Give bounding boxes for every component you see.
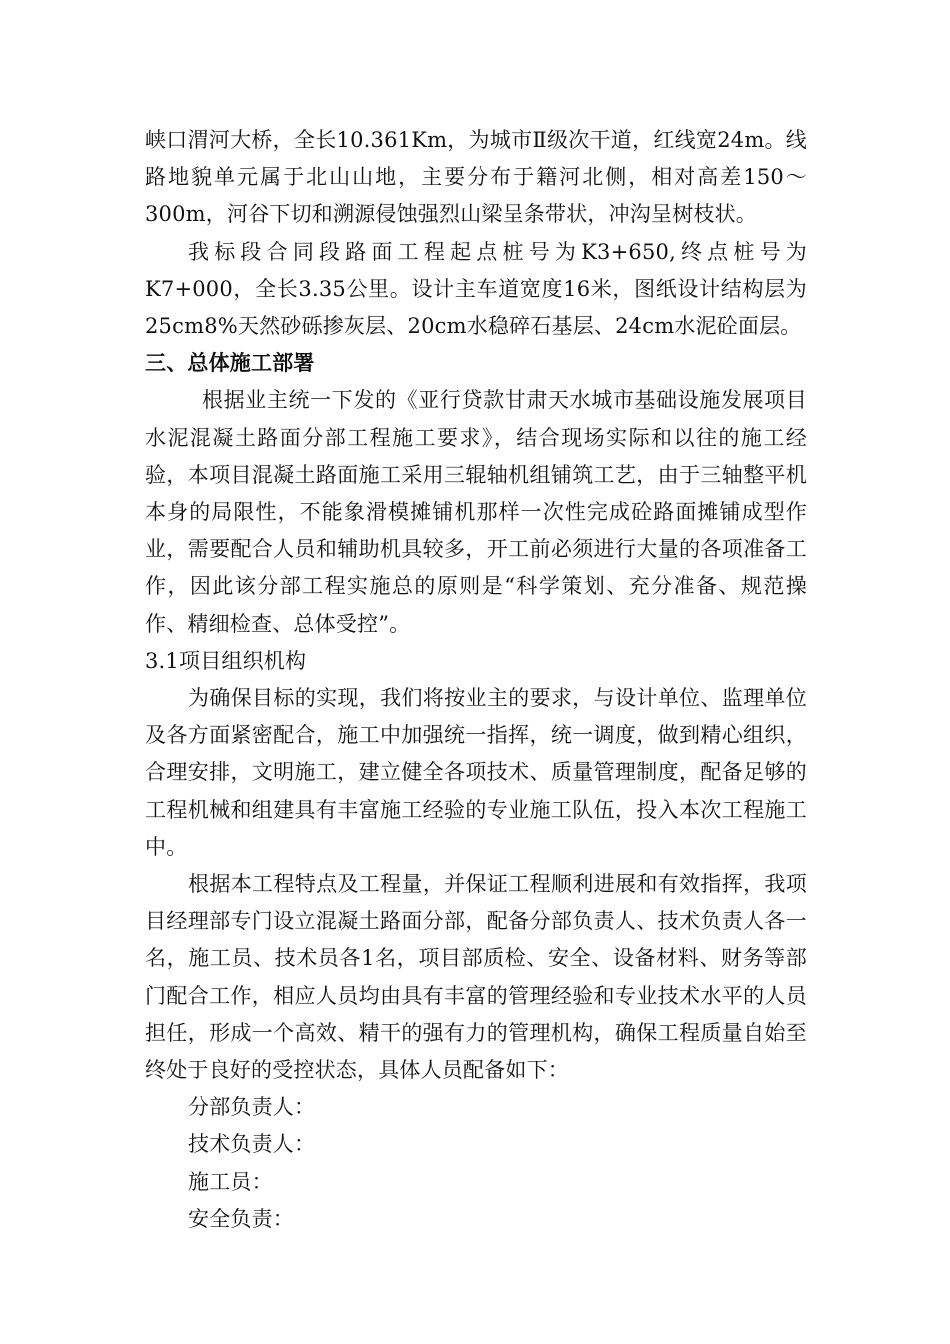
paragraph-construction-principles: 根据业主统一下发的《亚行贷款甘肃天水城市基础设施发展项目水泥混凝土路面分部工程施工要求》，结合现场实际和以往的施工经验，本项目混凝土路面施工采用三辊轴机组铺筑工艺，由于三轴整平机本身的局限性，不能象滑模摊铺机那样一次性完成砼路面摊铺成型作业，需要配合人员和辅助机具较多，开工前必须进行大量的各项准备工作，因此该分部工程实施总的原则是“科学策划、充分准备、规范操作、精细检查、总体受控”。 [145,388,807,636]
paragraph-staffing: 根据本工程特点及工程量，并保证工程顺利进展和有效指挥，我项目经理部专门设立混凝土路面分部，配备分部负责人、技术负责人各一名，施工员、技术员各1名，项目部质检、安全、设备材料、财务等部门配合工作，相应人员均由具有丰富的管理经验和专业技术水平的人员担任，形成一个高效、精干的强有力的管理机构，确保工程质量自始至终处于良好的受控状态，具体人员配备如下： [145,872,807,1083]
paragraph-coordination: 为确保目标的实现，我们将按业主的要求，与设计单位、监理单位及各方面紧密配合，施工中加强统一指挥，统一调度，做到精心组织，合理安排，文明施工，建立健全各项技术、质量管理制度，配备足够的工程机械和组建具有丰富施工经验的专业施工队伍，投入本次工程施工中。 [145,686,807,859]
paragraph-project-overview: 峡口渭河大桥，全长10.361Km，为城市Ⅱ级次干道，红线宽24m。线路地貌单元属于北山山地，主要分布于籍河北侧，相对高差150～300m，河谷下切和溯源侵蚀强烈山梁呈条带状，冲沟呈树枝状。 [145,128,807,227]
paragraph-pavement-scope: 我标段合同段路面工程起点桩号为K3+650,终点桩号为K7+000，全长3.35公里。设计主车道宽度16米，图纸设计结构层为25cm8%天然砂砾掺灰层、20cm水稳碎石基层、24cm水泥砼面层。 [145,239,807,339]
section-heading-general-deployment: 三、总体施工部署 [145,351,315,376]
field-branch-leader: 分部负责人： [188,1095,316,1120]
subsection-heading-organization: 3.1项目组织机构 [145,648,307,673]
field-technical-leader: 技术负责人： [188,1132,316,1157]
field-safety-leader: 安全负责： [188,1206,294,1231]
field-construction-worker: 施工员： [188,1169,273,1194]
document-body [145,122,807,1238]
